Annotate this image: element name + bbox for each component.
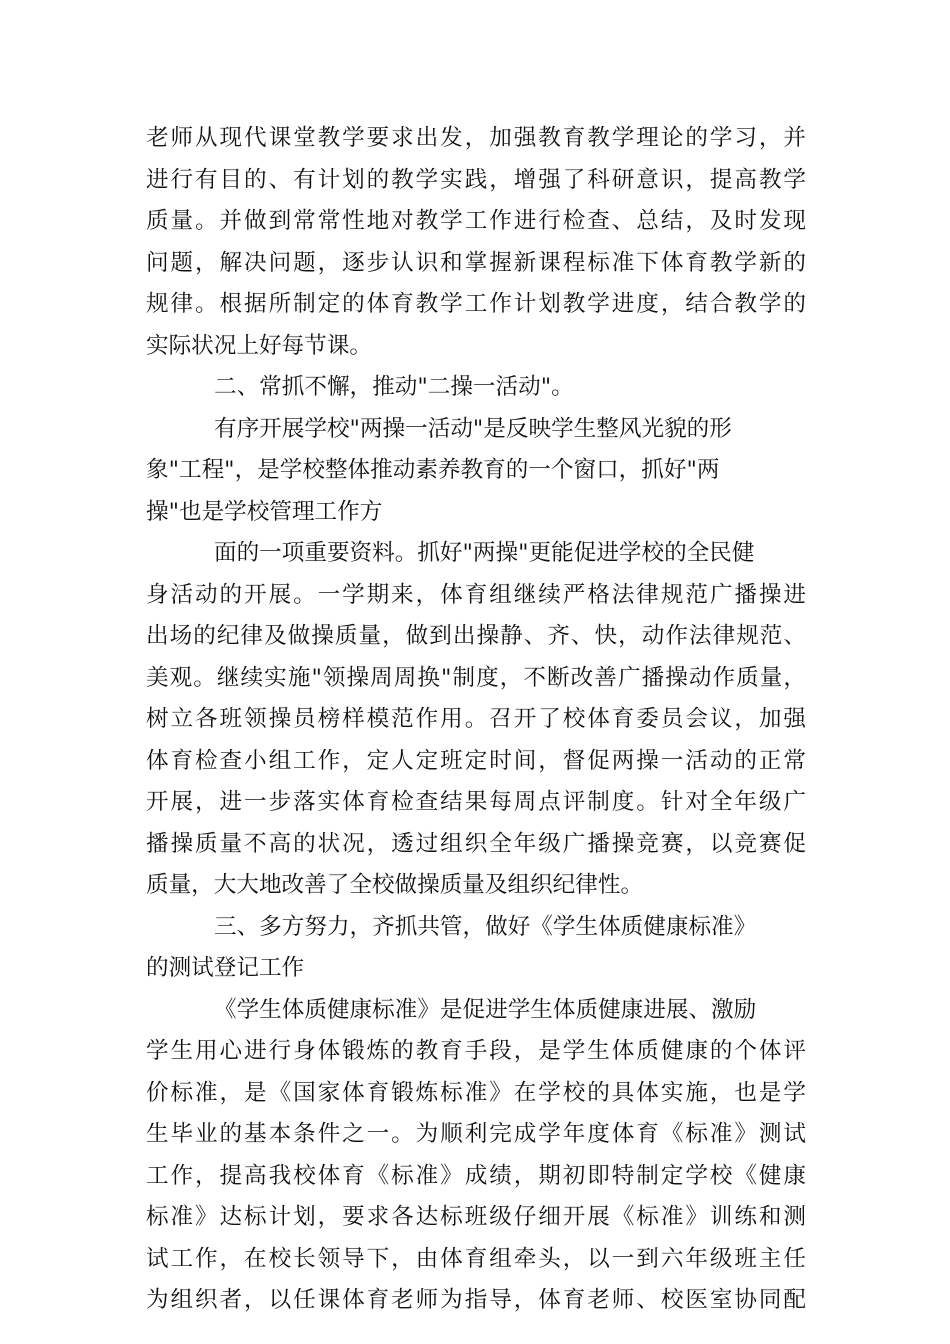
body-text xyxy=(146,118,806,1322)
text-line: 质量。并做到常常性地对教学工作进行检查、总结，及时发现 xyxy=(146,208,806,234)
text-line: 学生用心进行身体锻炼的教育手段，是学生体质健康的个体评 xyxy=(146,1038,806,1064)
text-line: 为组织者，以任课体育老师为指导，体育老师、校医室协同配 xyxy=(146,1287,806,1313)
text-line: 生毕业的基本条件之一。为顺利完成学年度体育《标准》测试 xyxy=(146,1121,806,1147)
section-heading: 的测试登记工作 xyxy=(146,955,305,981)
text-line: 体育检查小组工作，定人定班定时间，督促两操一活动的正常 xyxy=(146,747,806,774)
section-heading: 二、常抓不懈，推动"二操一活动"。 xyxy=(214,374,574,400)
text-line: 进行有目的、有计划的教学实践，增强了科研意识，提高教学 xyxy=(146,166,806,193)
text-line: 价标准，是《国家体育锻炼标准》在学校的具体实施，也是学 xyxy=(146,1079,806,1106)
text-line: 老师从现代课堂教学要求出发，加强教育教学理论的学习，并 xyxy=(146,125,806,151)
text-line: 《学生体质健康标准》是促进学生体质健康进展、激励 xyxy=(214,996,757,1023)
text-line: 面的一项重要资料。抓好"两操"更能促进学校的全民健 xyxy=(214,540,755,566)
text-line: 象"工程"，是学校整体推动素养教育的一个窗口，抓好"两 xyxy=(146,457,720,483)
text-line: 标准》达标计划，要求各达标班级仔细开展《标准》训练和测 xyxy=(146,1204,806,1230)
text-line: 播操质量不高的状况，透过组织全年级广播操竞赛，以竞赛促 xyxy=(146,830,806,857)
text-line: 美观。继续实施"领操周周换"制度，不断改善广播操动作质量， xyxy=(146,664,806,691)
text-line: 身活动的开展。一学期来，体育组继续严格法律规范广播操进 xyxy=(146,581,806,608)
text-line: 树立各班领操员榜样模范作用。召开了校体育委员会议，加强 xyxy=(146,706,806,732)
text-line: 操"也是学校管理工作方 xyxy=(146,498,383,525)
text-line: 实际状况上好每节课。 xyxy=(146,332,372,359)
section-heading: 三、多方努力，齐抓共管，做好《学生体质健康标准》 xyxy=(214,913,757,940)
text-line: 开展，进一步落实体育检查结果每周点评制度。针对全年级广 xyxy=(146,789,806,815)
text-line: 试工作，在校长领导下，由体育组牵头，以一到六年级班主任 xyxy=(146,1245,806,1272)
text-line: 有序开展学校"两操一活动"是反映学生整风光貌的形 xyxy=(214,415,732,442)
text-line: 质量，大大地改善了全校做操质量及组织纪律性。 xyxy=(146,872,644,898)
text-line: 规律。根据所制定的体育教学工作计划教学进度，结合教学的 xyxy=(146,291,806,317)
text-line: 出场的纪律及做操质量，做到出操静、齐、快，动作法律规范、 xyxy=(146,623,806,649)
text-line: 问题，解决问题，逐步认识和掌握新课程标准下体育教学新的 xyxy=(146,249,806,276)
text-line: 工作，提高我校体育《标准》成绩，期初即特制定学校《健康 xyxy=(146,1162,806,1189)
